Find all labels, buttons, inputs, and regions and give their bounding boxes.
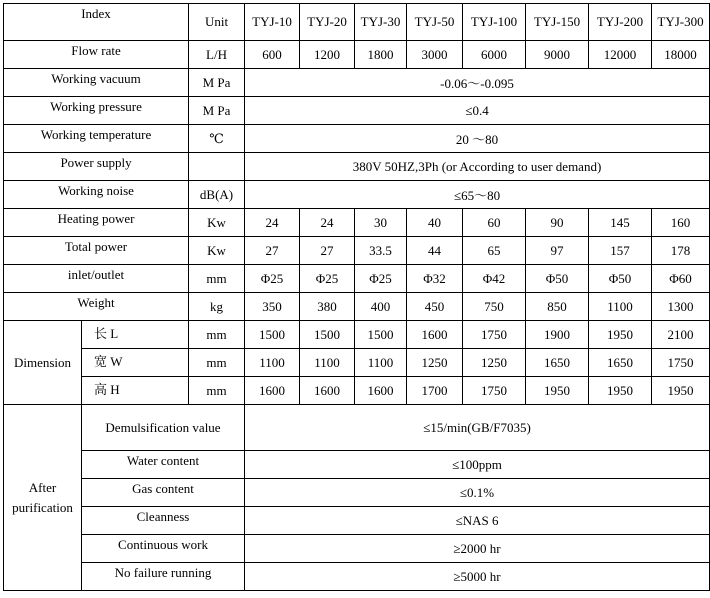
no-failure-running-row <box>4 563 710 591</box>
demulsification-row <box>4 405 710 451</box>
cell-value: 2100 <box>652 321 710 349</box>
purification-item-label: Continuous work <box>82 535 245 563</box>
cell-value: 750 <box>463 293 526 321</box>
cell-value: ≤65～80 <box>245 181 710 209</box>
header-model: TYJ-10 <box>245 4 300 41</box>
dimension-label: Dimension <box>4 321 82 405</box>
cell-value: 178 <box>652 237 710 265</box>
cell-value: 1500 <box>355 321 407 349</box>
row-label: Working noise <box>4 181 189 209</box>
header-model: TYJ-30 <box>355 4 407 41</box>
cell-value: 1950 <box>589 377 652 405</box>
row-label: Weight <box>4 293 189 321</box>
cell-value: 1250 <box>463 349 526 377</box>
cell-value: 3000 <box>407 41 463 69</box>
cell-value: 97 <box>526 237 589 265</box>
purification-item-label: No failure running <box>82 563 245 591</box>
cell-value: 1100 <box>245 349 300 377</box>
header-model: TYJ-50 <box>407 4 463 41</box>
cell-value: 18000 <box>652 41 710 69</box>
cell-value: 1650 <box>526 349 589 377</box>
cell-value: 12000 <box>589 41 652 69</box>
cell-value: 1900 <box>526 321 589 349</box>
row-label: Heating power <box>4 209 189 237</box>
cell-value: 1600 <box>245 377 300 405</box>
header-model: TYJ-300 <box>652 4 710 41</box>
cell-value: 1500 <box>245 321 300 349</box>
row-unit: L/H <box>189 41 245 69</box>
row-label: Total power <box>4 237 189 265</box>
header-row <box>4 4 710 41</box>
cell-value: 1750 <box>463 321 526 349</box>
cell-value: 9000 <box>526 41 589 69</box>
cell-value: 1700 <box>407 377 463 405</box>
header-model: TYJ-200 <box>589 4 652 41</box>
row-unit: mm <box>189 377 245 405</box>
row-unit: M Pa <box>189 69 245 97</box>
cell-value: 33.5 <box>355 237 407 265</box>
working-temperature-row <box>4 125 710 153</box>
cell-value: 160 <box>652 209 710 237</box>
header-model: TYJ-20 <box>300 4 355 41</box>
purification-item-label: Demulsification value <box>82 405 245 451</box>
row-unit: kg <box>189 293 245 321</box>
cell-value: 44 <box>407 237 463 265</box>
row-unit: mm <box>189 265 245 293</box>
purification-item-label: Cleanness <box>82 507 245 535</box>
cell-value: Φ42 <box>463 265 526 293</box>
spec-table <box>3 3 710 591</box>
working-pressure-row <box>4 97 710 125</box>
row-label: Working temperature <box>4 125 189 153</box>
row-label: Flow rate <box>4 41 189 69</box>
power-supply-row <box>4 153 710 181</box>
cell-value: 1100 <box>300 349 355 377</box>
cell-value: 6000 <box>463 41 526 69</box>
cell-value: 1600 <box>355 377 407 405</box>
inlet-outlet-row <box>4 265 710 293</box>
cell-value: 1600 <box>407 321 463 349</box>
purification-item-value: ≤0.1% <box>245 479 710 507</box>
cell-value: 1250 <box>407 349 463 377</box>
cell-value: 40 <box>407 209 463 237</box>
dimension-height-row <box>4 377 710 405</box>
header-index: Index <box>4 4 189 41</box>
cell-value: 1500 <box>300 321 355 349</box>
water-content-row <box>4 451 710 479</box>
cell-value: Φ50 <box>589 265 652 293</box>
dimension-length-row <box>4 321 710 349</box>
cell-value: -0.06～-0.095 <box>245 69 710 97</box>
cell-value: 1650 <box>589 349 652 377</box>
cell-value: ≤0.4 <box>245 97 710 125</box>
cell-value: 24 <box>245 209 300 237</box>
row-unit: Kw <box>189 209 245 237</box>
cell-value: Φ25 <box>355 265 407 293</box>
row-label: inlet/outlet <box>4 265 189 293</box>
cell-value: 1100 <box>355 349 407 377</box>
cell-value: 1600 <box>300 377 355 405</box>
row-label: Working vacuum <box>4 69 189 97</box>
cell-value: Φ25 <box>245 265 300 293</box>
gas-content-row <box>4 479 710 507</box>
header-unit: Unit <box>189 4 245 41</box>
flow-rate-row <box>4 41 710 69</box>
cell-value: 1950 <box>526 377 589 405</box>
cell-value: 1100 <box>589 293 652 321</box>
purification-item-value: ≤100ppm <box>245 451 710 479</box>
cell-value: 30 <box>355 209 407 237</box>
working-noise-row <box>4 181 710 209</box>
cell-value: 90 <box>526 209 589 237</box>
cell-value: 400 <box>355 293 407 321</box>
cell-value: 1750 <box>652 349 710 377</box>
cell-value: 850 <box>526 293 589 321</box>
header-model: TYJ-150 <box>526 4 589 41</box>
cell-value: 350 <box>245 293 300 321</box>
cell-value: 380 <box>300 293 355 321</box>
cell-value: 1300 <box>652 293 710 321</box>
cell-value: Φ25 <box>300 265 355 293</box>
cell-value: 27 <box>300 237 355 265</box>
cell-value: 1200 <box>300 41 355 69</box>
header-model: TYJ-100 <box>463 4 526 41</box>
cell-value: 145 <box>589 209 652 237</box>
row-unit: mm <box>189 321 245 349</box>
cell-value: 157 <box>589 237 652 265</box>
cell-value: Φ60 <box>652 265 710 293</box>
row-unit <box>189 153 245 181</box>
cell-value: 27 <box>245 237 300 265</box>
total-power-row <box>4 237 710 265</box>
cell-value: 600 <box>245 41 300 69</box>
working-vacuum-row <box>4 69 710 97</box>
cell-value: 1800 <box>355 41 407 69</box>
dimension-width-row <box>4 349 710 377</box>
row-unit: mm <box>189 349 245 377</box>
cell-value: 20 ～80 <box>245 125 710 153</box>
spec-table-body <box>4 4 710 591</box>
dimension-height-label: 高 H <box>82 377 189 405</box>
purification-item-value: ≥2000 hr <box>245 535 710 563</box>
cell-value: 450 <box>407 293 463 321</box>
row-label: Power supply <box>4 153 189 181</box>
heating-power-row <box>4 209 710 237</box>
continuous-work-row <box>4 535 710 563</box>
after-purification-label: After purification <box>4 405 82 591</box>
cell-value: 380V 50HZ,3Ph (or According to user demand) <box>245 153 710 181</box>
purification-item-value: ≤NAS 6 <box>245 507 710 535</box>
cell-value: 60 <box>463 209 526 237</box>
dimension-width-label: 宽 W <box>82 349 189 377</box>
row-label: Working pressure <box>4 97 189 125</box>
row-unit: dB(A) <box>189 181 245 209</box>
row-unit: ℃ <box>189 125 245 153</box>
cleanness-row <box>4 507 710 535</box>
cell-value: 24 <box>300 209 355 237</box>
cell-value: 1950 <box>589 321 652 349</box>
cell-value: Φ50 <box>526 265 589 293</box>
purification-item-value: ≤15/min(GB/F7035) <box>245 405 710 451</box>
dimension-length-label: 长 L <box>82 321 189 349</box>
weight-row <box>4 293 710 321</box>
cell-value: 65 <box>463 237 526 265</box>
row-unit: Kw <box>189 237 245 265</box>
purification-item-label: Water content <box>82 451 245 479</box>
purification-item-value: ≥5000 hr <box>245 563 710 591</box>
row-unit: M Pa <box>189 97 245 125</box>
cell-value: Φ32 <box>407 265 463 293</box>
cell-value: 1750 <box>463 377 526 405</box>
purification-item-label: Gas content <box>82 479 245 507</box>
cell-value: 1950 <box>652 377 710 405</box>
